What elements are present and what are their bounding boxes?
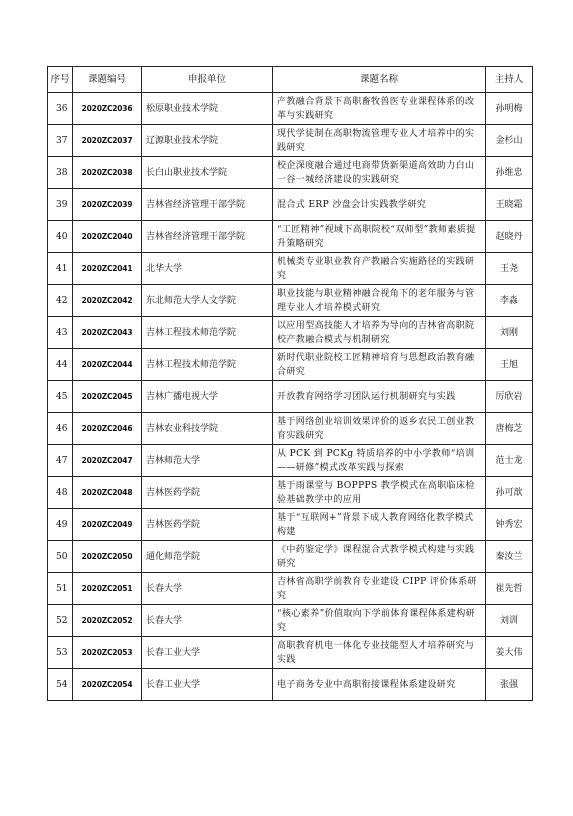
cell-host: 王尧 bbox=[486, 253, 533, 285]
cell-unit: 通化师范学院 bbox=[142, 541, 273, 573]
table-row bbox=[48, 445, 533, 477]
cell-title: 《中药鉴定学》课程混合式教学模式构建与实践研究 bbox=[273, 541, 486, 573]
header-title: 课题名称 bbox=[273, 67, 486, 93]
cell-code: 2020ZC2041 bbox=[73, 253, 142, 285]
cell-seq: 51 bbox=[48, 573, 73, 605]
table-row bbox=[48, 381, 533, 413]
cell-code: 2020ZC2037 bbox=[73, 125, 142, 157]
cell-title: 以应用型高技能人才培养为导向的吉林省高职院校产教融合模式与机制研究 bbox=[273, 317, 486, 349]
cell-code: 2020ZC2042 bbox=[73, 285, 142, 317]
cell-seq: 53 bbox=[48, 637, 73, 669]
cell-title: 从 PCK 到 PCKg 特质培养的中小学教师“培训——研修”模式改革实践与探索 bbox=[273, 445, 486, 477]
table-row bbox=[48, 285, 533, 317]
cell-unit: 吉林省经济管理干部学院 bbox=[142, 189, 273, 221]
table-body bbox=[48, 93, 533, 701]
cell-seq: 46 bbox=[48, 413, 73, 445]
cell-unit: 吉林师范大学 bbox=[142, 445, 273, 477]
cell-code: 2020ZC2039 bbox=[73, 189, 142, 221]
cell-host: 范士龙 bbox=[486, 445, 533, 477]
cell-unit: 松原职业技术学院 bbox=[142, 93, 273, 125]
cell-host: 孙可歆 bbox=[486, 477, 533, 509]
table-row bbox=[48, 669, 533, 701]
cell-host: 姜大伟 bbox=[486, 637, 533, 669]
cell-seq: 37 bbox=[48, 125, 73, 157]
header-unit: 申报单位 bbox=[142, 67, 273, 93]
cell-code: 2020ZC2044 bbox=[73, 349, 142, 381]
cell-seq: 43 bbox=[48, 317, 73, 349]
cell-seq: 42 bbox=[48, 285, 73, 317]
cell-unit: 东北师范大学人文学院 bbox=[142, 285, 273, 317]
cell-host: 秦汝兰 bbox=[486, 541, 533, 573]
cell-unit: 长春工业大学 bbox=[142, 669, 273, 701]
header-code: 课题编号 bbox=[73, 67, 142, 93]
cell-code: 2020ZC2051 bbox=[73, 573, 142, 605]
cell-unit: 吉林工程技术师范学院 bbox=[142, 317, 273, 349]
table-row bbox=[48, 477, 533, 509]
cell-title: 产教融合背景下高职畜牧兽医专业课程体系的改革与实践研究 bbox=[273, 93, 486, 125]
project-list-table bbox=[47, 66, 533, 701]
cell-seq: 48 bbox=[48, 477, 73, 509]
cell-host: 孙维忠 bbox=[486, 157, 533, 189]
cell-title: 新时代职业院校工匠精神培育与思想政治教育融合研究 bbox=[273, 349, 486, 381]
table-row bbox=[48, 125, 533, 157]
header-row bbox=[48, 67, 533, 93]
cell-code: 2020ZC2053 bbox=[73, 637, 142, 669]
cell-code: 2020ZC2045 bbox=[73, 381, 142, 413]
table-row bbox=[48, 157, 533, 189]
cell-code: 2020ZC2050 bbox=[73, 541, 142, 573]
cell-title: “工匠精神”视域下高职院校“双师型”教师素质提升策略研究 bbox=[273, 221, 486, 253]
cell-code: 2020ZC2048 bbox=[73, 477, 142, 509]
cell-title: 吉林省高职学前教育专业建设 CIPP 评价体系研究 bbox=[273, 573, 486, 605]
cell-host: 赵晓丹 bbox=[486, 221, 533, 253]
cell-code: 2020ZC2054 bbox=[73, 669, 142, 701]
cell-host: 厉欣岩 bbox=[486, 381, 533, 413]
cell-title: 机械类专业职业教育产教融合实施路径的实践研究 bbox=[273, 253, 486, 285]
cell-seq: 41 bbox=[48, 253, 73, 285]
cell-seq: 39 bbox=[48, 189, 73, 221]
cell-host: 刘训 bbox=[486, 605, 533, 637]
cell-unit: 辽源职业技术学院 bbox=[142, 125, 273, 157]
cell-unit: 长春工业大学 bbox=[142, 637, 273, 669]
cell-host: 刘刚 bbox=[486, 317, 533, 349]
cell-code: 2020ZC2036 bbox=[73, 93, 142, 125]
cell-title: 基于“互联网+”背景下成人教育网络化教学模式构建 bbox=[273, 509, 486, 541]
header-seq: 序号 bbox=[48, 67, 73, 93]
cell-host: 孙明梅 bbox=[486, 93, 533, 125]
cell-seq: 49 bbox=[48, 509, 73, 541]
cell-host: 钟秀宏 bbox=[486, 509, 533, 541]
cell-host: 金杉山 bbox=[486, 125, 533, 157]
cell-code: 2020ZC2052 bbox=[73, 605, 142, 637]
table-row bbox=[48, 221, 533, 253]
cell-unit: 吉林农业科技学院 bbox=[142, 413, 273, 445]
table-row bbox=[48, 189, 533, 221]
cell-unit: 吉林省经济管理干部学院 bbox=[142, 221, 273, 253]
cell-title: 基于雨课堂与 BOPPPS 教学模式在高职临床检验基础教学中的应用 bbox=[273, 477, 486, 509]
table-row bbox=[48, 93, 533, 125]
cell-host: 崔先哲 bbox=[486, 573, 533, 605]
cell-code: 2020ZC2038 bbox=[73, 157, 142, 189]
header-host: 主持人 bbox=[486, 67, 533, 93]
cell-title: 开放教育网络学习团队运行机制研究与实践 bbox=[273, 381, 486, 413]
cell-title: 电子商务专业中高职衔接课程体系建设研究 bbox=[273, 669, 486, 701]
cell-seq: 45 bbox=[48, 381, 73, 413]
cell-unit: 长春大学 bbox=[142, 573, 273, 605]
cell-code: 2020ZC2049 bbox=[73, 509, 142, 541]
cell-host: 唐梅芝 bbox=[486, 413, 533, 445]
table-row bbox=[48, 349, 533, 381]
cell-seq: 50 bbox=[48, 541, 73, 573]
cell-host: 王旭 bbox=[486, 349, 533, 381]
table-row bbox=[48, 573, 533, 605]
cell-seq: 54 bbox=[48, 669, 73, 701]
cell-unit: 北华大学 bbox=[142, 253, 273, 285]
cell-seq: 40 bbox=[48, 221, 73, 253]
cell-host: 王晓霜 bbox=[486, 189, 533, 221]
table-row bbox=[48, 253, 533, 285]
cell-code: 2020ZC2046 bbox=[73, 413, 142, 445]
cell-seq: 47 bbox=[48, 445, 73, 477]
table-row bbox=[48, 509, 533, 541]
table-row bbox=[48, 413, 533, 445]
table-header bbox=[48, 67, 533, 93]
cell-unit: 长白山职业技术学院 bbox=[142, 157, 273, 189]
cell-title: 校企深度融合通过电商带货新渠道高效助力白山一谷一城经济建设的实践研究 bbox=[273, 157, 486, 189]
cell-seq: 36 bbox=[48, 93, 73, 125]
cell-title: 高职教育机电一体化专业技能型人才培养研究与实践 bbox=[273, 637, 486, 669]
cell-seq: 52 bbox=[48, 605, 73, 637]
cell-unit: 吉林工程技术师范学院 bbox=[142, 349, 273, 381]
cell-title: 基于网络创业培训效果评价的返乡农民工创业教育实践研究 bbox=[273, 413, 486, 445]
cell-title: 混合式 ERP 沙盘会计实践教学研究 bbox=[273, 189, 486, 221]
table-row bbox=[48, 605, 533, 637]
cell-unit: 吉林医药学院 bbox=[142, 509, 273, 541]
table-row bbox=[48, 637, 533, 669]
cell-code: 2020ZC2047 bbox=[73, 445, 142, 477]
cell-code: 2020ZC2040 bbox=[73, 221, 142, 253]
cell-seq: 44 bbox=[48, 349, 73, 381]
cell-unit: 长春大学 bbox=[142, 605, 273, 637]
cell-host: 张强 bbox=[486, 669, 533, 701]
cell-seq: 38 bbox=[48, 157, 73, 189]
cell-unit: 吉林广播电视大学 bbox=[142, 381, 273, 413]
cell-code: 2020ZC2043 bbox=[73, 317, 142, 349]
cell-title: 职业技能与职业精神融合视角下的老年服务与管理专业人才培养模式研究 bbox=[273, 285, 486, 317]
cell-title: “核心素养”价值取向下学前体育课程体系建构研究 bbox=[273, 605, 486, 637]
cell-title: 现代学徒制在高职物流管理专业人才培养中的实践研究 bbox=[273, 125, 486, 157]
cell-host: 李淼 bbox=[486, 285, 533, 317]
table-row bbox=[48, 317, 533, 349]
table-row bbox=[48, 541, 533, 573]
cell-unit: 吉林医药学院 bbox=[142, 477, 273, 509]
